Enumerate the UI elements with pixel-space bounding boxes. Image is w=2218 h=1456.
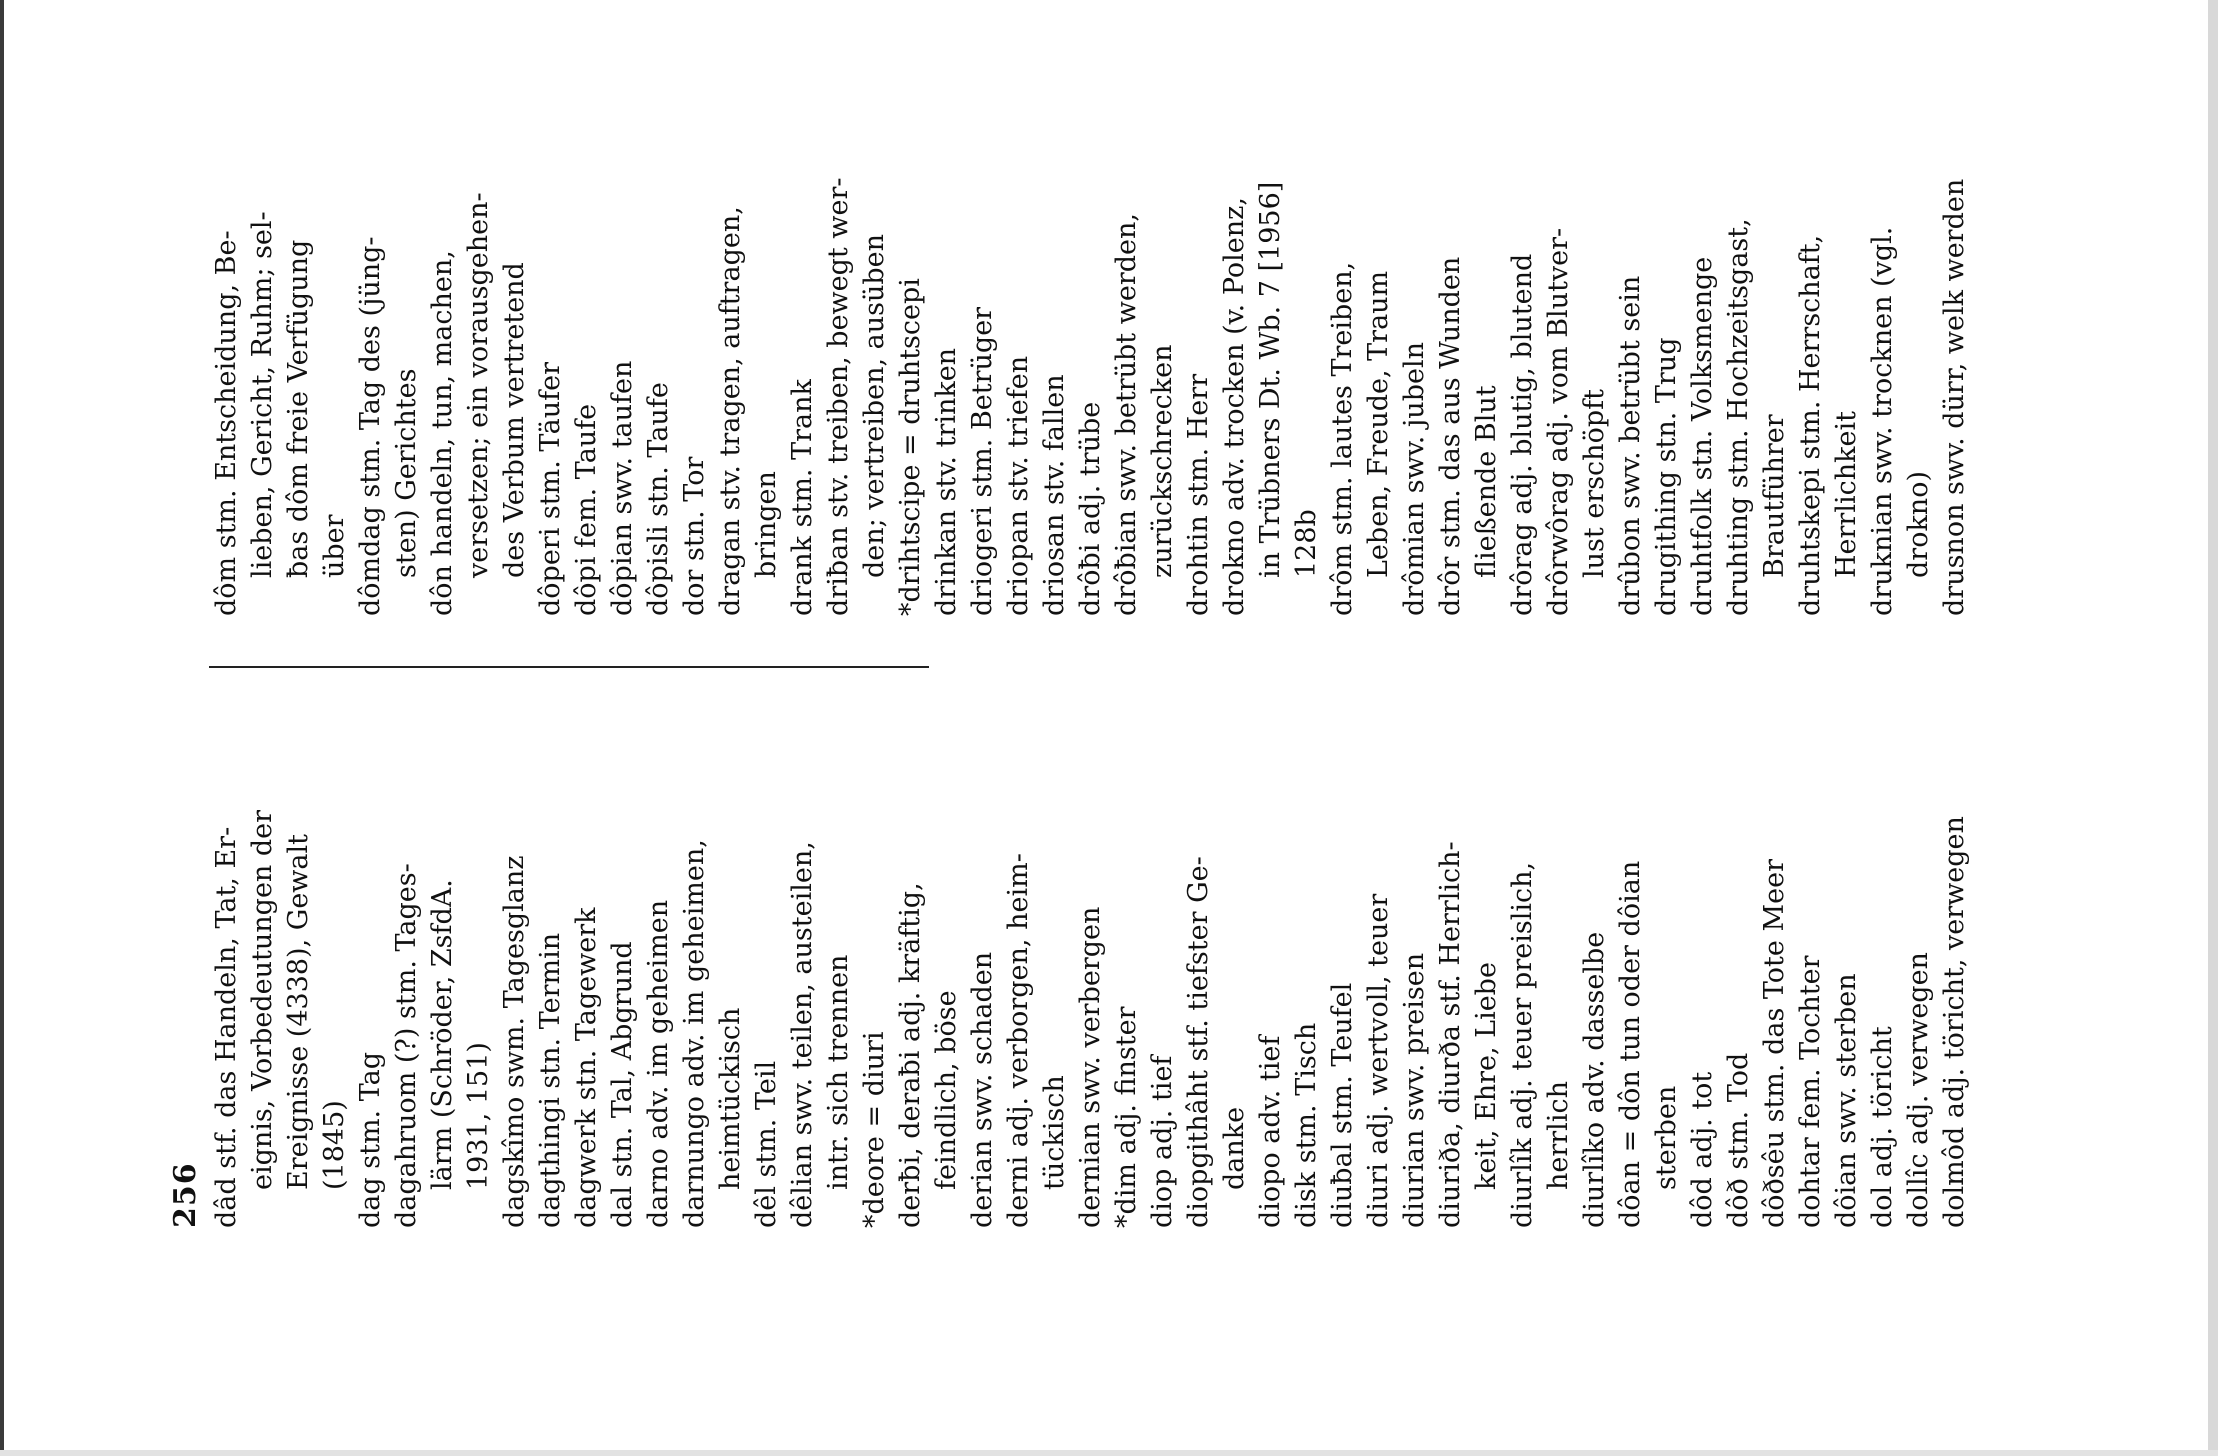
entry-continuation: eignis, Vorbedeutungen der: [247, 809, 278, 1190]
dictionary-entry: [1937, 86, 1973, 616]
dictionary-entry: [533, 723, 569, 1228]
dictionary-entry: [569, 723, 605, 1228]
dictionary-entry: [1721, 86, 1793, 616]
entry-headline: driosan stv. fallen: [1039, 374, 1070, 616]
dictionary-entry: [821, 86, 893, 616]
scan-left-edge: [0, 0, 4, 1456]
entry-headline: dêlian swv. teilen, austeilen,: [787, 841, 818, 1228]
scan-right-edge: [2208, 0, 2218, 1456]
dictionary-entry: [1073, 86, 1109, 616]
dictionary-entry: [1577, 723, 1613, 1228]
dictionary-entry: [605, 723, 641, 1228]
dictionary-entry: [1361, 723, 1397, 1228]
dictionary-entry: [893, 723, 965, 1228]
dictionary-entry: [785, 723, 857, 1228]
entry-headline: dôðsêu stm. das Tote Meer: [1759, 859, 1790, 1228]
entry-continuation: fließende Blut: [1471, 385, 1502, 578]
entry-headline: dollîc adj. verwegen: [1903, 952, 1934, 1228]
dictionary-entry: [1325, 723, 1361, 1228]
dictionary-entry: [965, 86, 1001, 616]
dictionary-entry: [1181, 723, 1253, 1228]
entry-continuation: 1931, 151): [463, 1042, 494, 1190]
entry-continuation: über: [319, 514, 350, 578]
entry-headline: disk stm. Tisch: [1291, 1022, 1322, 1228]
entry-headline: derƀi, deraƀi adj. kräftig,: [895, 882, 926, 1228]
dictionary-entry: [1721, 723, 1757, 1228]
entry-headline: dôd adj. tot: [1687, 1071, 1718, 1228]
dictionary-entry: [533, 86, 569, 616]
dictionary-entry: [209, 86, 353, 616]
dictionary-entry: [569, 86, 605, 616]
entry-headline: derni adj. verborgen, heim-: [1003, 853, 1034, 1228]
entry-continuation: tückisch: [1039, 1075, 1070, 1190]
entry-headline: dôð stm. Tod: [1723, 1052, 1754, 1228]
entry-headline: dernian swv. verbergen: [1075, 906, 1106, 1228]
entry-headline: druhting stm. Hochzeitsgast,: [1723, 218, 1754, 616]
dictionary-entry: [1001, 86, 1037, 616]
entry-continuation: drokno): [1903, 471, 1934, 578]
dictionary-entry: [1001, 723, 1073, 1228]
dictionary-entry: [1505, 86, 1541, 616]
entry-headline: drômian swv. jubeln: [1399, 342, 1430, 616]
entry-headline: drohtin stm. Herr: [1183, 373, 1214, 616]
entry-headline: diopgithâht stf. tiefster Ge-: [1183, 856, 1214, 1228]
entry-headline: dag stm. Tag: [355, 1051, 386, 1228]
entry-headline: diuƀal stm. Teufel: [1327, 982, 1358, 1228]
dictionary-page: [168, 166, 2009, 1228]
entry-headline: dôpisli stn. Taufe: [643, 382, 674, 616]
entry-headline: dagwerk stn. Tagewerk: [571, 907, 602, 1228]
entry-continuation: danke: [1219, 1106, 1250, 1190]
entry-continuation: sterben: [1651, 1085, 1682, 1190]
dictionary-entry: [641, 86, 677, 616]
entry-continuation: zurückschrecken: [1147, 344, 1178, 578]
entry-headline: drôrag adj. blutig, blutend: [1507, 253, 1538, 616]
dictionary-entry: [1865, 723, 1901, 1228]
entry-headline: dolmôd adj. töricht, verwegen: [1939, 816, 1970, 1228]
dictionary-entry: [1397, 723, 1433, 1228]
dictionary-entry: [1829, 723, 1865, 1228]
entry-continuation: bringen: [751, 471, 782, 578]
dictionary-entry: [1685, 86, 1721, 616]
entry-continuation: den; vertreiben, ausüben: [859, 233, 890, 578]
dictionary-entry: [749, 723, 785, 1228]
entry-headline: druhtfolk stn. Volksmenge: [1687, 256, 1718, 616]
entry-headline: dor stn. Tor: [679, 456, 710, 616]
page-number: 256: [168, 1162, 203, 1228]
entry-headline: drôr stm. das aus Wunden: [1435, 256, 1466, 616]
dictionary-entry: [1325, 86, 1397, 616]
dictionary-entry: [929, 86, 965, 616]
dictionary-entry: [605, 86, 641, 616]
dictionary-entry: [641, 723, 677, 1228]
dictionary-entry: [497, 723, 533, 1228]
entry-continuation: heimtückisch: [715, 1007, 746, 1190]
entry-headline: drinkan stv. trinken: [931, 347, 962, 616]
dictionary-entry: [353, 86, 425, 616]
entry-headline: dôpi fem. Taufe: [571, 403, 602, 616]
dictionary-entry: [1073, 723, 1109, 1228]
dictionary-entry: [1109, 86, 1181, 616]
dictionary-entry: [1793, 86, 1865, 616]
dictionary-entry: [857, 723, 893, 1228]
dictionary-entry: [1109, 723, 1145, 1228]
entry-continuation: lieben, Gericht, Ruhm; sel-: [247, 211, 278, 578]
entry-headline: dagahruom (?) stm. Tages-: [391, 863, 422, 1228]
entry-headline: dragan stv. tragen, auftragen,: [715, 206, 746, 616]
dictionary-entry: [1901, 723, 1937, 1228]
entry-headline: dol adj. töricht: [1867, 1026, 1898, 1228]
entry-continuation: 128b: [1291, 509, 1322, 578]
entry-headline: dagskîmo swm. Tagesglanz: [499, 855, 530, 1228]
entry-headline: dêl stm. Teil: [751, 1060, 782, 1228]
entry-continuation: ƀas dôm freie Verfügung: [283, 239, 314, 578]
entry-continuation: keit, Ehre, Liebe: [1471, 962, 1502, 1190]
entry-headline: drôrwôrag adj. vom Blutver-: [1543, 227, 1574, 616]
dictionary-entry: [1289, 723, 1325, 1228]
dictionary-entry: [1613, 86, 1649, 616]
dictionary-entry: [1145, 723, 1181, 1228]
dictionary-entry: [1505, 723, 1577, 1228]
dictionary-entry: [893, 86, 929, 616]
entry-headline: diopo adv. tief: [1255, 1035, 1286, 1228]
entry-headline: derian swv. schaden: [967, 951, 998, 1228]
entry-headline: drôƀian swv. betrübt werden,: [1111, 213, 1142, 616]
dictionary-entry: [713, 86, 785, 616]
dictionary-entry: [1181, 86, 1217, 616]
entry-continuation: lust erschöpft: [1579, 389, 1610, 578]
entry-continuation: in Trübners Dt. Wb. 7 [1956]: [1255, 181, 1286, 578]
entry-headline: dômdag stm. Tag des (jüng-: [355, 236, 386, 616]
entry-headline: druhtskepi stm. Herrschaft,: [1795, 234, 1826, 616]
entry-continuation: lärm (Schröder, ZsfdA.: [427, 879, 458, 1190]
dictionary-entry: [1433, 86, 1505, 616]
entry-headline: *dim adj. finster: [1111, 1006, 1142, 1228]
dictionary-entry: [1433, 723, 1505, 1228]
dictionary-entry: [1217, 86, 1325, 616]
left-column: [209, 723, 1973, 1228]
entry-headline: drokno adv. trocken (v. Polenz,: [1219, 197, 1250, 616]
entry-continuation: (1845): [319, 1100, 350, 1190]
entry-headline: *drihtscipe = druhtscepi: [895, 278, 926, 616]
scan-bottom-edge: [0, 1450, 2218, 1456]
entry-continuation: feindlich, böse: [931, 990, 962, 1190]
dictionary-entry: [1397, 86, 1433, 616]
column-divider: [209, 666, 929, 668]
entry-continuation: Ereignisse (4338), Gewalt: [283, 834, 314, 1190]
entry-headline: dâd stf. das Handeln, Tat, Er-: [211, 826, 242, 1228]
entry-headline: dôpian swv. taufen: [607, 360, 638, 616]
dictionary-entry: [785, 86, 821, 616]
entry-headline: driogeri stm. Betrüger: [967, 306, 998, 616]
entry-continuation: versetzen; ein vorausgehen-: [463, 192, 494, 578]
right-column: [209, 86, 1973, 616]
dictionary-entry: [1757, 723, 1793, 1228]
entry-headline: diurlîko adv. dasselbe: [1579, 931, 1610, 1228]
entry-headline: dohtar fem. Tochter: [1795, 955, 1826, 1228]
entry-headline: dôm stm. Entscheidung, Be-: [211, 230, 242, 616]
dictionary-entry: [1541, 86, 1613, 616]
dictionary-entry: [1865, 86, 1937, 616]
dictionary-entry: [677, 86, 713, 616]
entry-headline: dal stn. Tal, Abgrund: [607, 941, 638, 1228]
entry-headline: *deore = diuri: [859, 1031, 890, 1228]
entry-headline: dôian swv. sterben: [1831, 973, 1862, 1228]
dictionary-entry: [965, 723, 1001, 1228]
dictionary-entry: [209, 723, 353, 1228]
entry-headline: dôperi stm. Täufer: [535, 362, 566, 616]
entry-continuation: intr. sich trennen: [823, 954, 854, 1190]
entry-headline: diuriða, diurða stf. Herrlich-: [1435, 841, 1466, 1228]
entry-headline: darnungo adv. im geheimen,: [679, 839, 710, 1228]
dictionary-entry: [1937, 723, 1973, 1228]
entry-headline: dôan = dôn tun oder dôian: [1615, 860, 1646, 1228]
entry-continuation: herrlich: [1543, 1081, 1574, 1190]
entry-headline: drusnon swv. dürr, welk werden: [1939, 178, 1970, 616]
dictionary-entry: [677, 723, 749, 1228]
dictionary-entry: [1649, 86, 1685, 616]
entry-headline: driopan stv. triefen: [1003, 355, 1034, 616]
entry-headline: diuri adj. wertvoll, teuer: [1363, 893, 1394, 1228]
dictionary-entry: [1613, 723, 1685, 1228]
dictionary-entry: [425, 86, 533, 616]
entry-headline: dôn handeln, tun, machen,: [427, 250, 458, 616]
dictionary-entry: [1793, 723, 1829, 1228]
entry-headline: dagthingi stn. Termin: [535, 932, 566, 1228]
dictionary-entry: [353, 723, 389, 1228]
entry-headline: drank stm. Trank: [787, 379, 818, 616]
entry-headline: drôm stm. lautes Treiben,: [1327, 261, 1358, 616]
entry-headline: diop adj. tief: [1147, 1055, 1178, 1228]
entry-headline: driƀan stv. treiben, bewegt wer-: [823, 177, 854, 616]
entry-continuation: sten) Gerichtes: [391, 368, 422, 578]
dictionary-entry: [1253, 723, 1289, 1228]
entry-headline: diurian swv. preisen: [1399, 952, 1430, 1228]
entry-continuation: Herrlichkeit: [1831, 411, 1862, 578]
entry-continuation: Leben, Freude, Traum: [1363, 270, 1394, 578]
entry-headline: drugithing stn. Trug: [1651, 337, 1682, 616]
entry-headline: diurlîk adj. teuer preislich,: [1507, 861, 1538, 1228]
dictionary-entry: [389, 723, 497, 1228]
entry-continuation: des Verbum vertretend: [499, 262, 530, 578]
entry-headline: drôƀi adj. trübe: [1075, 401, 1106, 616]
entry-continuation: Brautführer: [1759, 414, 1790, 578]
entry-headline: darno adv. im geheimen: [643, 899, 674, 1228]
dictionary-entry: [1037, 86, 1073, 616]
dictionary-entry: [1685, 723, 1721, 1228]
entry-headline: drûbon swv. betrübt sein: [1615, 275, 1646, 616]
entry-headline: druknian swv. trocknen (vgl.: [1867, 226, 1898, 616]
